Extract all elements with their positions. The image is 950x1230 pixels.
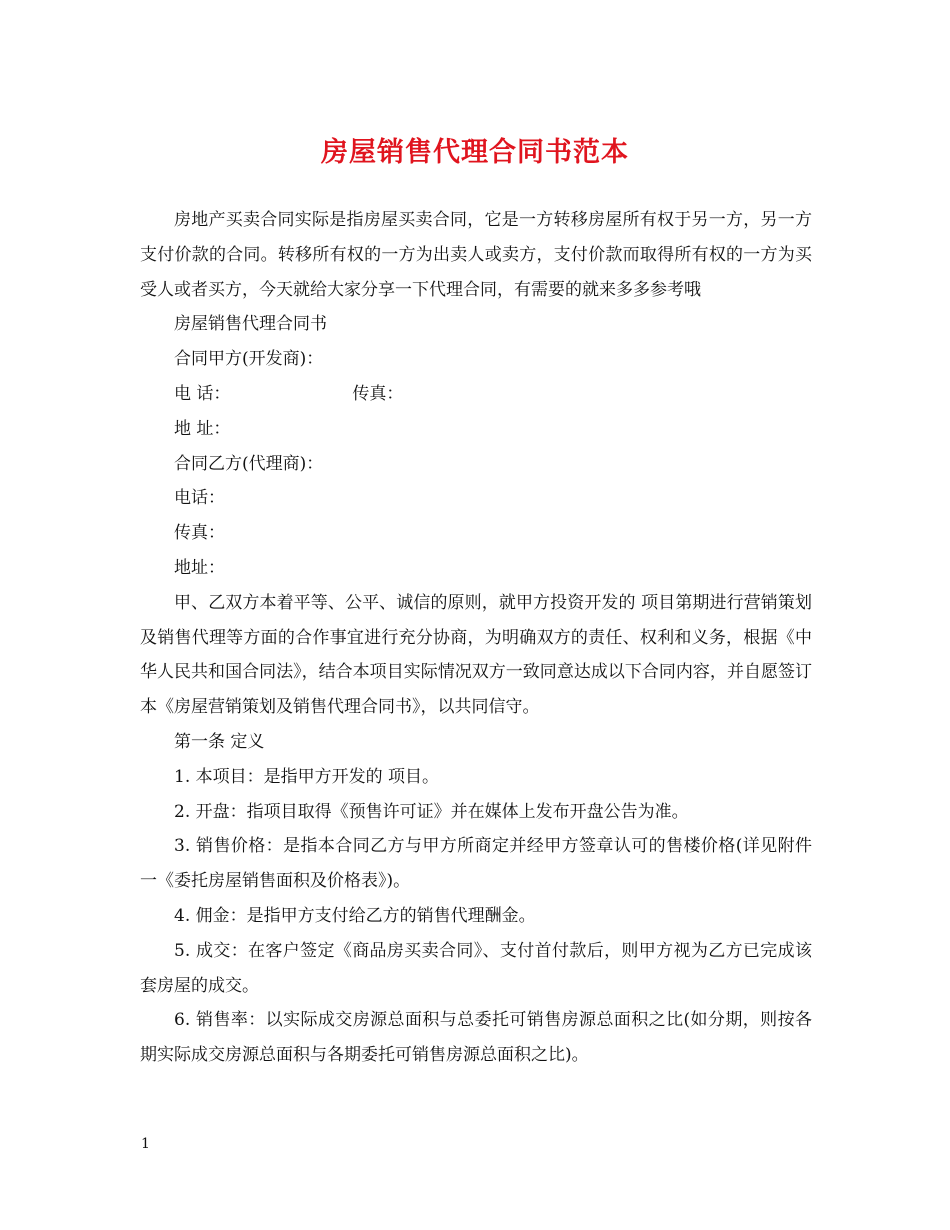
article-heading: 第一条 定义 bbox=[174, 731, 265, 752]
party-a-address-label: 地 址： bbox=[174, 418, 231, 439]
definition-item: 6. 销售率：以实际成交房源总面积与总委托可销售房源总面积之比(如分期，则按各期实际成交房源总面积与各期委托可销售房源总面积之比)。 bbox=[140, 1010, 812, 1066]
party-b-label: 合同乙方(代理商)： bbox=[174, 453, 324, 474]
party-a-phone-label: 电 话： bbox=[174, 383, 231, 404]
preamble-paragraph: 甲、乙双方本着平等、公平、诚信的原则，就甲方投资开发的 项目第期进行营销策划及销售代理等方面的合作事宜进行充分协商，为明确双方的责任、权利和义务，根据《中华人民共和国合同法》，结合本项目实际情况双方一致同意达成以下合同内容，并自愿签订本《房屋营销策划及销售代理合同书》，以共同信守。 bbox=[140, 592, 812, 718]
party-b-phone-label: 电话： bbox=[174, 488, 225, 509]
contract-name: 房屋销售代理合同书 bbox=[174, 314, 327, 335]
party-b-fax-label: 传真： bbox=[174, 523, 225, 544]
document-body bbox=[140, 203, 812, 1073]
party-a-contact-line bbox=[140, 377, 812, 412]
definition-item: 4. 佣金：是指甲方支付给乙方的销售代理酬金。 bbox=[174, 905, 536, 926]
party-a-label: 合同甲方(开发商)： bbox=[174, 349, 324, 370]
page-number: 1 bbox=[141, 1136, 150, 1152]
party-b-address-label: 地址： bbox=[174, 557, 225, 578]
definition-item: 2. 开盘：指项目取得《预售许可证》并在媒体上发布开盘公告为准。 bbox=[174, 801, 689, 822]
definition-item: 1. 本项目：是指甲方开发的 项目。 bbox=[174, 766, 440, 787]
definition-item: 5. 成交：在客户签定《商品房买卖合同》、支付首付款后，则甲方视为乙方已完成该套房屋的成交。 bbox=[140, 940, 812, 996]
intro-paragraph: 房地产买卖合同实际是指房屋买卖合同，它是一方转移房屋所有权于另一方，另一方支付价款的合同。转移所有权的一方为出卖人或卖方，支付价款而取得所有权的一方为买受人或者买方，今天就给大家分享一下代理合同，有需要的就来多多参考哦 bbox=[140, 210, 812, 300]
party-a-fax-label: 传真： bbox=[352, 383, 404, 404]
document-title: 房屋销售代理合同书范本 bbox=[321, 137, 629, 168]
definition-item: 3. 销售价格：是指本合同乙方与甲方所商定并经甲方签章认可的售楼价格(详见附件一《委托房屋销售面积及价格表》)。 bbox=[140, 836, 812, 892]
